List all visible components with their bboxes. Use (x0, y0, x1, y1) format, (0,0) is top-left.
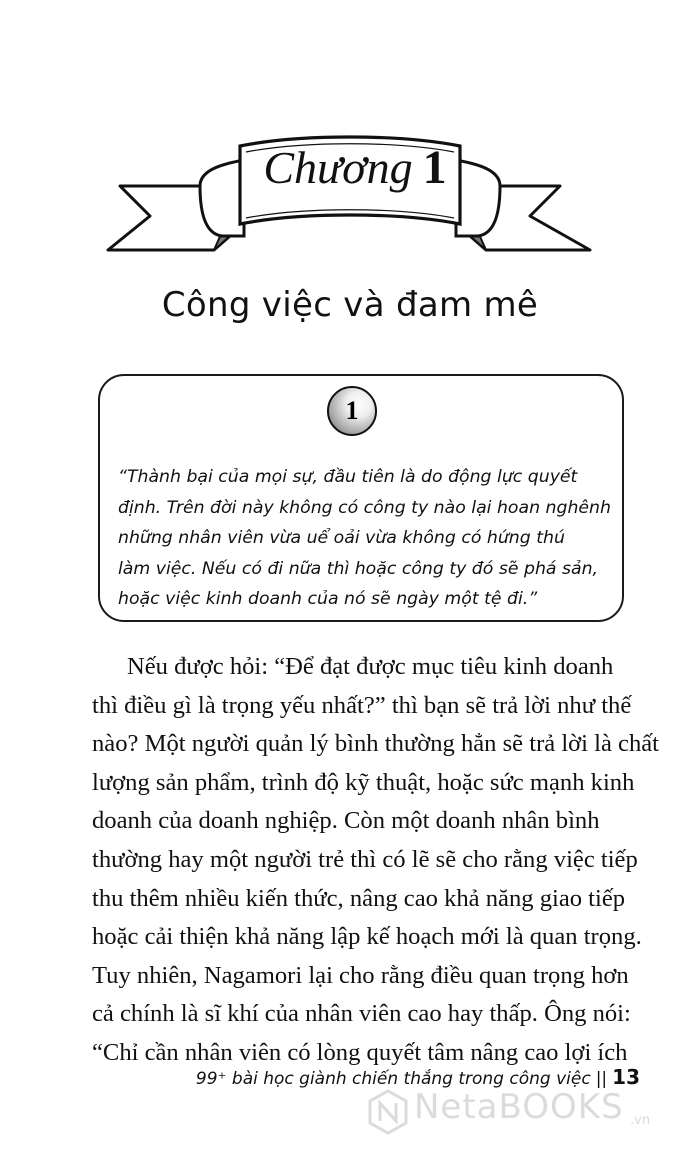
watermark-brand: NetaBOOKS (414, 1087, 624, 1127)
chapter-title: Công việc và đam mê (161, 285, 539, 325)
quote-line: định. Trên đời này không có công ty nào lại hoan nghênh (118, 497, 611, 518)
body-paragraph (92, 648, 692, 1073)
body-line: Nếu được hỏi: “Để đạt được mục tiêu kinh doanh (127, 653, 614, 680)
chapter-label (240, 140, 470, 195)
quote-line: làm việc. Nếu có đi nữa thì hoặc công ty đó sẽ phá sản, (118, 558, 599, 579)
body-line: nào? Một người quản lý bình thường hẳn sẽ trả lời là chất (92, 730, 660, 758)
netabooks-logo-icon (368, 1089, 408, 1135)
quote-line: hoặc việc kinh doanh của nó sẽ ngày một tệ đi.” (118, 589, 538, 609)
quote-number-badge: 1 (327, 386, 377, 436)
watermark-suffix: .vn (630, 1113, 651, 1128)
footer-book-title: 99⁺ bài học giành chiến thắng trong công việc (195, 1069, 591, 1089)
quote-line: những nhân viên vừa uể oải vừa không có hứng thú (118, 528, 565, 548)
body-line: thì điều gì là trọng yếu nhất?” thì bạn sẽ trả lời như thế (92, 691, 632, 719)
quote-text (118, 462, 614, 615)
body-line: doanh của doanh nghiệp. Còn một doanh nhân bình (92, 807, 600, 835)
chapter-label-text: Chương (263, 142, 413, 193)
body-line: thường hay một người trẻ thì có lẽ sẽ cho rằng việc tiếp (92, 845, 638, 873)
body-line: “Chỉ cần nhân viên có lòng quyết tâm nâng cao lợi ích (92, 1038, 628, 1066)
body-line: lượng sản phẩm, trình độ kỹ thuật, hoặc sức mạnh kinh (92, 768, 635, 796)
chapter-number: 1 (422, 141, 447, 194)
quote-line: “Thành bại của mọi sự, đầu tiên là do động lực quyết (118, 467, 578, 487)
body-line: hoặc cải thiện khả năng lập kế hoạch mới là quan trọng. (92, 923, 642, 951)
footer-separator: || (595, 1069, 608, 1089)
body-line: thu thêm nhiều kiến thức, nâng cao khả năng giao tiếp (92, 884, 626, 912)
body-line: cả chính là sĩ khí của nhân viên cao hay thấp. Ông nói: (92, 1000, 631, 1028)
page-number: 13 (612, 1065, 640, 1089)
body-line: Tuy nhiên, Nagamori lại cho rằng điều quan trọng hơn (92, 961, 629, 989)
watermark (368, 1083, 700, 1143)
